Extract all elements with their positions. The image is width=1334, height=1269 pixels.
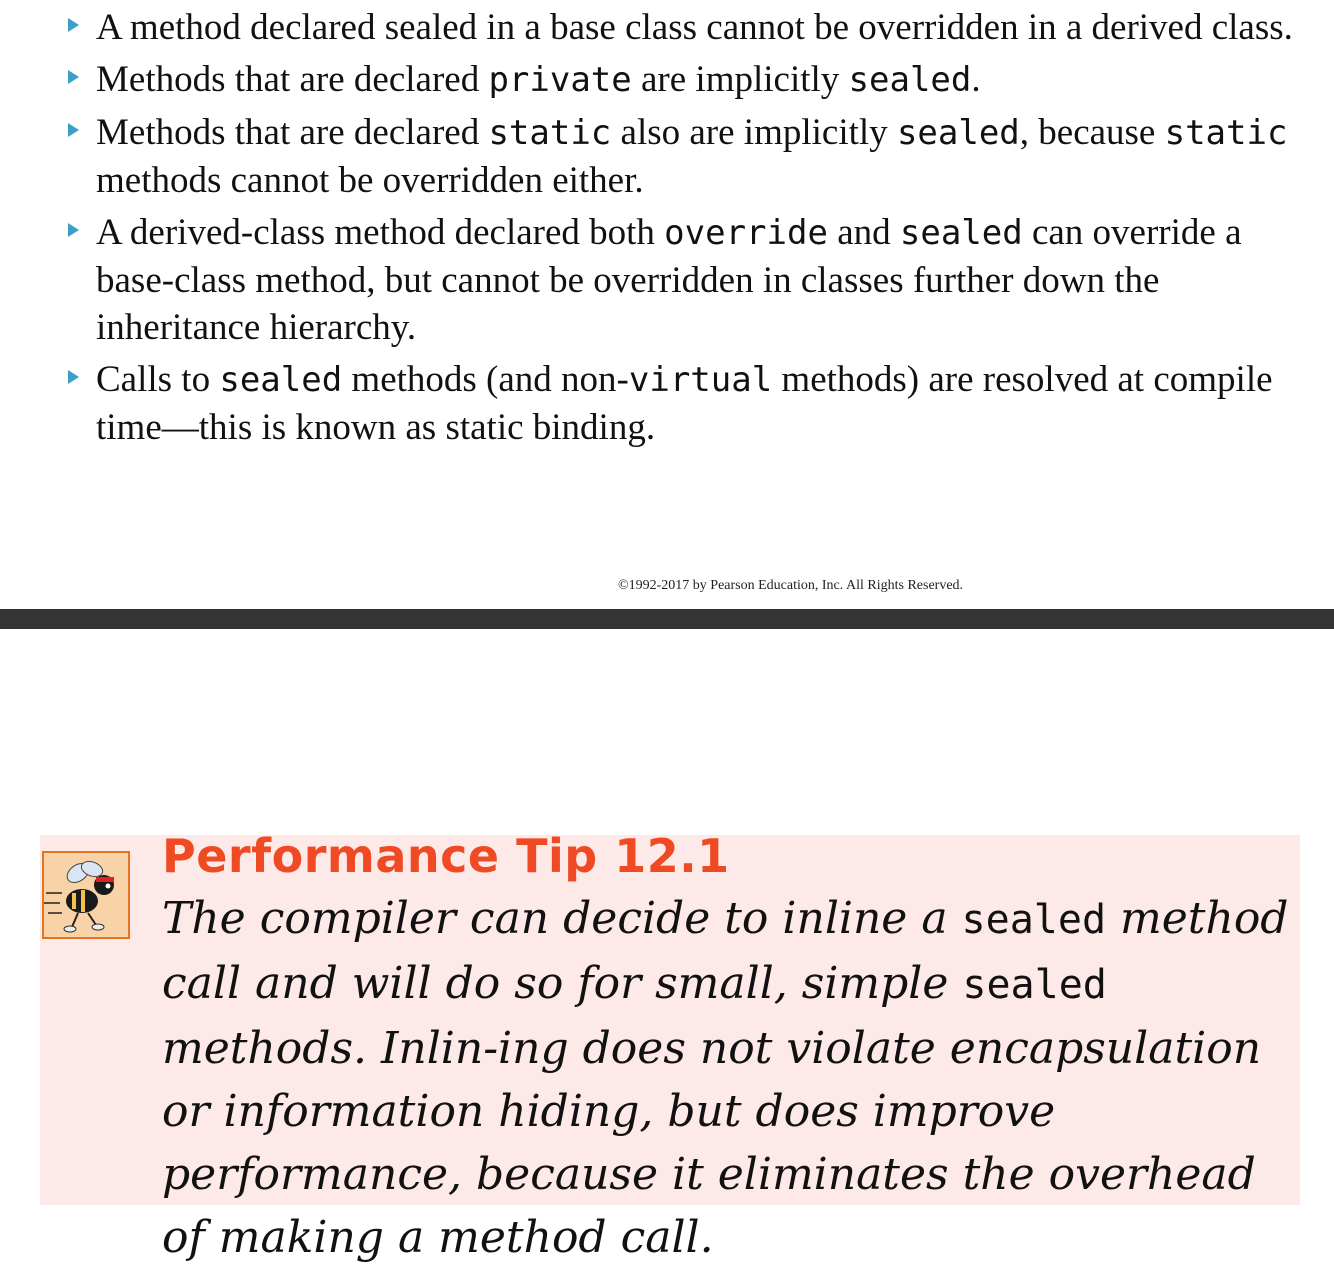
code-keyword: sealed — [896, 113, 1020, 153]
text-run: methods (and non- — [342, 359, 629, 400]
tip-title: Performance Tip 12.1 — [162, 829, 730, 883]
tip-text — [162, 887, 1302, 1269]
text-run: also are implicitly — [611, 112, 897, 153]
text-run: can override a base-class method, but cannot be overridden in classes further down the inheritance hierarchy. — [96, 212, 1242, 348]
bullet-triangle-icon — [68, 123, 79, 137]
bullet-triangle-icon — [68, 223, 79, 237]
copyright-notice: ©1992-2017 by Pearson Education, Inc. All Rights Reserved. — [618, 578, 964, 593]
text-run: The compiler can decide to inline a — [162, 893, 962, 944]
bullet-item — [64, 56, 1304, 104]
slide-upper — [0, 0, 1334, 610]
text-run: Methods that are declared — [96, 59, 489, 100]
code-keyword: override — [664, 213, 828, 253]
text-run: Calls to — [96, 359, 220, 400]
performance-bee-icon — [42, 851, 130, 939]
text-run: methods) are resolved at compile time—this is known as static binding. — [96, 359, 1273, 448]
text-run: method call and will do so for small, simple — [162, 893, 1289, 1009]
code-keyword: sealed — [848, 60, 972, 100]
code-keyword: private — [488, 60, 632, 100]
bullet-item — [64, 4, 1304, 51]
bullet-item — [64, 356, 1304, 451]
slide-divider — [0, 609, 1334, 629]
text-run: methods cannot be overridden either. — [96, 160, 644, 201]
text-run: A method declared sealed in a base class cannot be overridden in a derived class. — [96, 7, 1293, 48]
code-keyword: sealed — [899, 213, 1023, 253]
bullet-triangle-icon — [68, 70, 79, 84]
code-keyword: sealed — [961, 897, 1107, 943]
code-keyword: virtual — [628, 360, 773, 400]
text-run: , because — [1019, 112, 1165, 153]
bullet-triangle-icon — [68, 18, 79, 32]
code-keyword: static — [1164, 113, 1288, 153]
text-run: and — [827, 212, 900, 253]
code-keyword: sealed — [219, 360, 343, 400]
code-keyword: sealed — [962, 962, 1107, 1008]
bullet-item — [64, 109, 1304, 204]
code-keyword: static — [488, 113, 612, 153]
text-run: are implicitly — [631, 59, 849, 100]
text-run: A derived-class method declared both — [96, 212, 665, 253]
text-run: Methods that are declared — [96, 112, 489, 153]
bullet-triangle-icon — [68, 370, 79, 384]
slide-lower — [0, 629, 1334, 1263]
bullet-list — [64, 4, 1304, 456]
text-run: . — [971, 59, 981, 100]
bullet-item — [64, 209, 1304, 351]
text-run: methods. Inlin-ing does not violate encapsulation or information hiding, but does improve performance, because it eliminates the overhead of making a method call. — [162, 1023, 1262, 1263]
